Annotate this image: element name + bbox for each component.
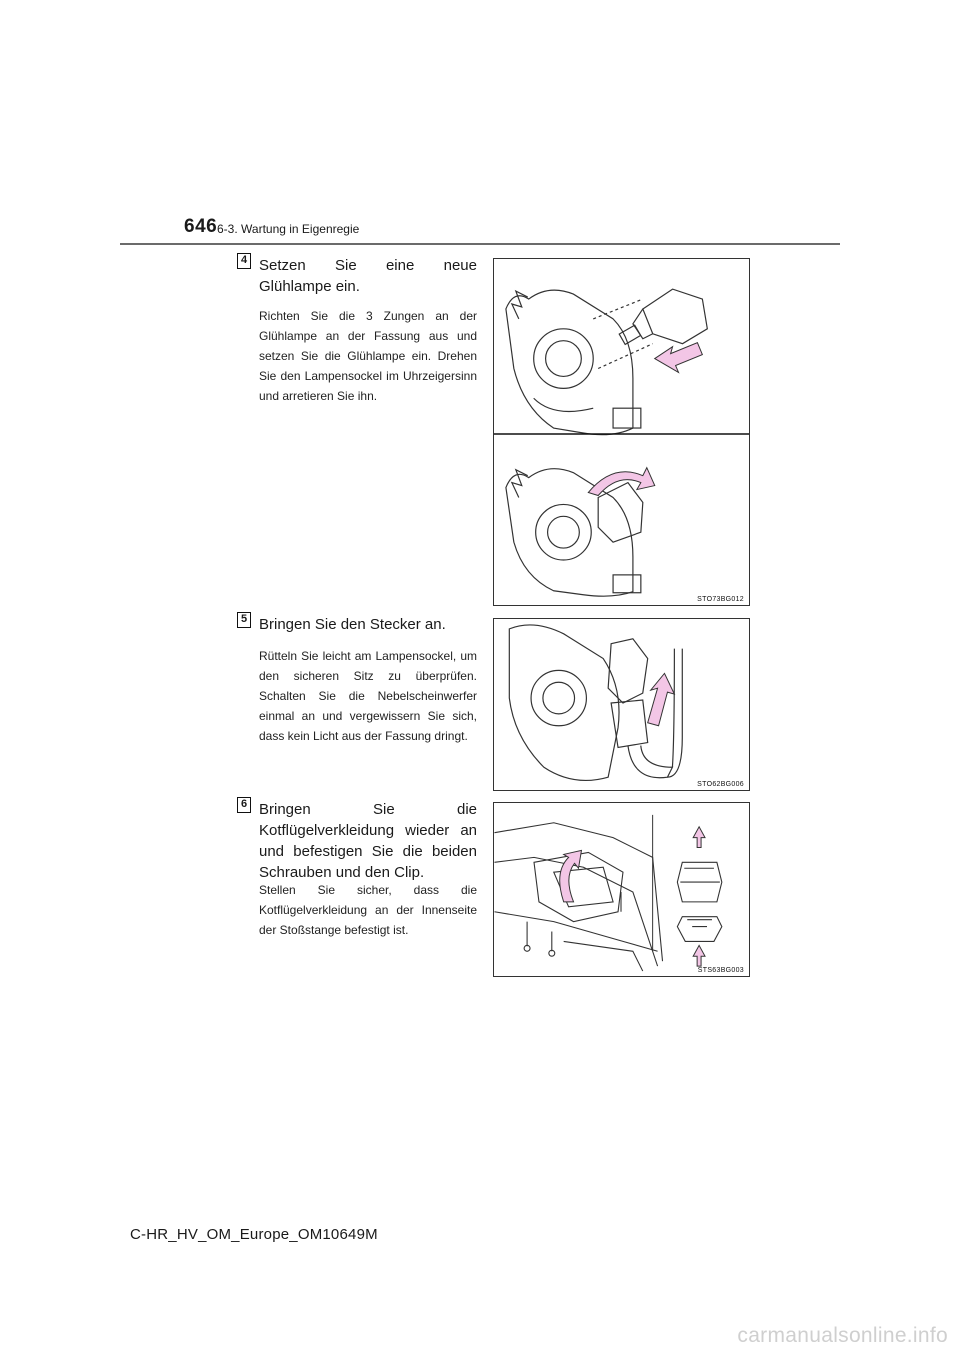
figure-fender-liner bbox=[493, 802, 750, 977]
document-id: C-HR_HV_OM_Europe_OM10649M bbox=[130, 1226, 378, 1243]
rotate-arrow bbox=[588, 468, 654, 496]
figure-code: STS63BG003 bbox=[697, 967, 744, 974]
clip-arrow-insert bbox=[693, 945, 705, 966]
step-number-badge: 5 bbox=[237, 612, 251, 628]
bulb-installation-illustration bbox=[494, 259, 749, 605]
insert-arrow bbox=[655, 343, 703, 373]
figure-connector bbox=[493, 618, 750, 791]
figure-code: STO73BG012 bbox=[697, 596, 744, 603]
figure-bulb-installation bbox=[493, 258, 750, 606]
section-title: 6-3. Wartung in Eigenregie bbox=[217, 222, 360, 236]
step-number-badge: 4 bbox=[237, 253, 251, 269]
connector-illustration bbox=[494, 619, 749, 790]
liner-arrow bbox=[560, 850, 582, 901]
clip-arrow-up bbox=[693, 827, 705, 848]
page-number: 646 bbox=[184, 216, 218, 237]
step-description: Stellen Sie sicher, dass die Kotflügelverkleidung an der Innenseite der Stoßstange befestigt ist. bbox=[259, 883, 477, 937]
step-description: Rütteln Sie leicht am Lampensockel, um den sicheren Sitz zu überprüfen. Schalten Sie die Nebelscheinwerfer einmal an und vergewissern Sie sich, dass kein Licht aus der Fassung dringt. bbox=[259, 649, 477, 743]
step-description: Richten Sie die 3 Zungen an der Glühlampe an der Fassung aus und setzen Sie die Glühlampe ein. Drehen Sie den Lampensockel im Uhrzeigersinn und arretieren Sie ihn. bbox=[259, 309, 477, 403]
step-title: Bringen Sie die Kotflügelverkleidung wieder an und befestigen Sie die beiden Schrauben und den Clip. bbox=[259, 801, 477, 881]
header-divider bbox=[120, 243, 840, 245]
watermark: carmanualsonline.info bbox=[737, 1324, 948, 1347]
figure-code: STO62BG006 bbox=[697, 781, 744, 788]
push-arrow bbox=[648, 673, 675, 725]
step-title: Bringen Sie den Stecker an. bbox=[259, 616, 446, 633]
fender-liner-illustration bbox=[494, 803, 749, 976]
step-title: Setzen Sie eine neue Glühlampe ein. bbox=[259, 257, 477, 295]
step-number-badge: 6 bbox=[237, 797, 251, 813]
